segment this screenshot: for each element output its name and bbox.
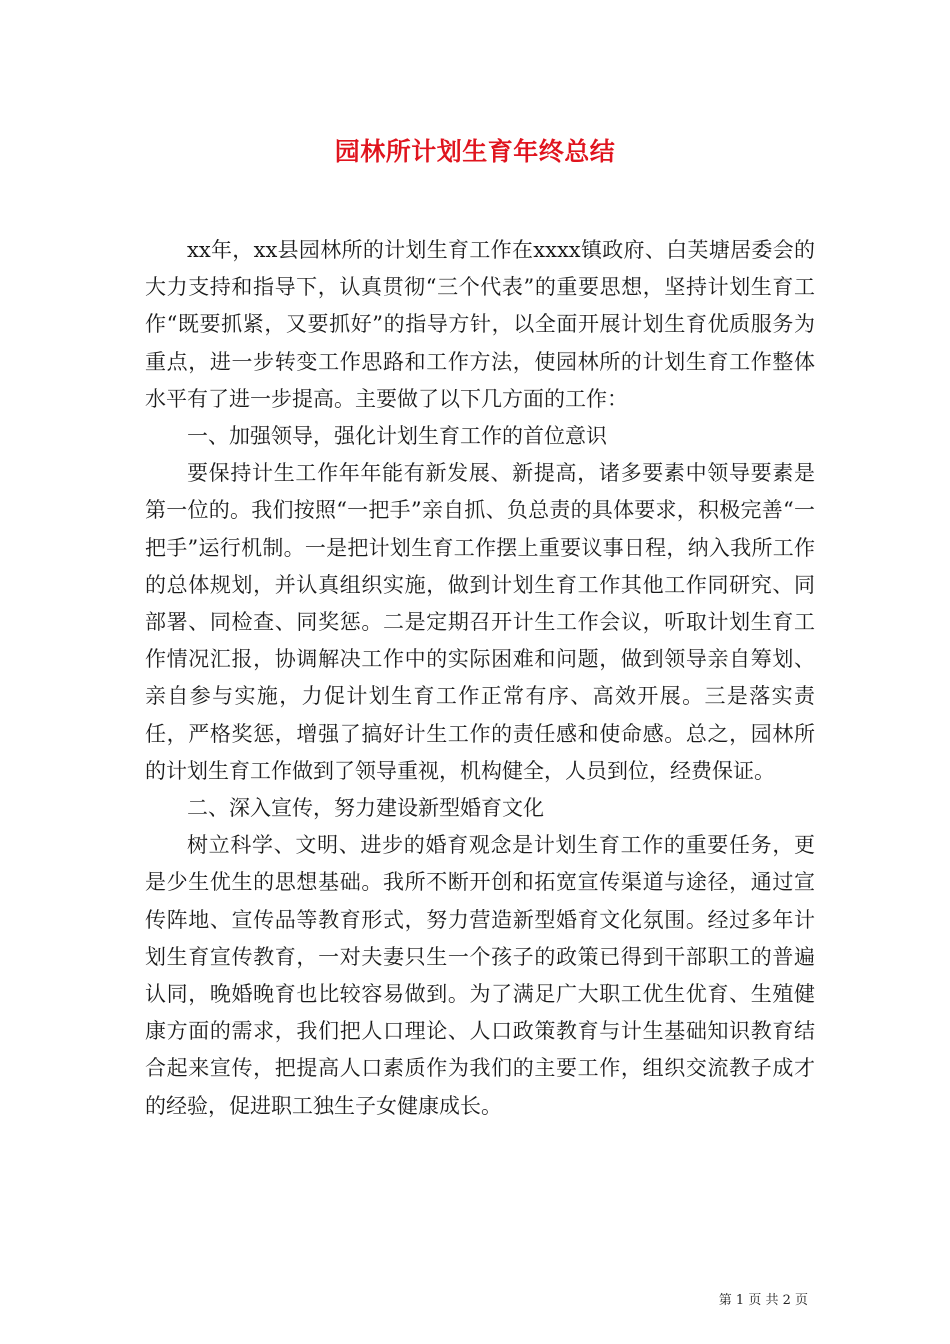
section-1-paragraph: 要保持计生工作年年能有新发展、新提高，诸多要素中领导要素是第一位的。我们按照“一把手”亲自抓、负总责的具体要求，积极完善“一把手”运行机制。一是把计划生育工作摆上重要议事日程，纳入我所工作的总体规划，并认真组织实施，做到计划生育工作其他工作同研究、同部署、同检查、同奖惩。二是定期召开计生工作会议，听取计划生育工作情况汇报，协调解决工作中的实际困难和问题，做到领导亲自筹划、亲自参与实施，力促计划生育工作正常有序、高效开展。三是落实责任，严格奖惩，增强了搞好计生工作的责任感和使命感。总之，园林所的计划生育工作做到了领导重视，机构健全，人员到位，经费保证。 [145, 461, 815, 783]
section-2-paragraph: 树立科学、文明、进步的婚育观念是计划生育工作的重要任务，更是少生优生的思想基础。我所不断开创和拓宽宣传渠道与途径，通过宣传阵地、宣传品等教育形式，努力营造新型婚育文化氛围。经过多年计划生育宣传教育，一对夫妻只生一个孩子的政策已得到干部职工的普遍认同，晚婚晚育也比较容易做到。为了满足广大职工优生优育、生殖健康方面的需求，我们把人口理论、人口政策教育与计生基础知识教育结合起来宣传，把提高人口素质作为我们的主要工作，组织交流教子成才的经验，促进职工独生子女健康成长。 [145, 833, 815, 1118]
intro-paragraph: xx年，xx县园林所的计划生育工作在xxxx镇政府、白芙塘居委会的大力支持和指导下，认真贯彻“三个代表”的重要思想，坚持计划生育工作“既要抓紧，又要抓好”的指导方针，以全面开展计划生育优质服务为重点，进一步转变工作思路和工作方法，使园林所的计划生育工作整体水平有了进一步提高。主要做了以下几方面的工作： [145, 238, 815, 411]
page-number-footer: 第 1 页 共 2 页 [718, 1293, 808, 1308]
section-heading-2: 二、深入宣传，努力建设新型婚育文化 [187, 796, 544, 821]
document-body [145, 232, 815, 1125]
document-title: 园林所计划生育年终总结 [334, 137, 616, 166]
section-heading-1: 一、加强领导，强化计划生育工作的首位意识 [187, 424, 607, 449]
